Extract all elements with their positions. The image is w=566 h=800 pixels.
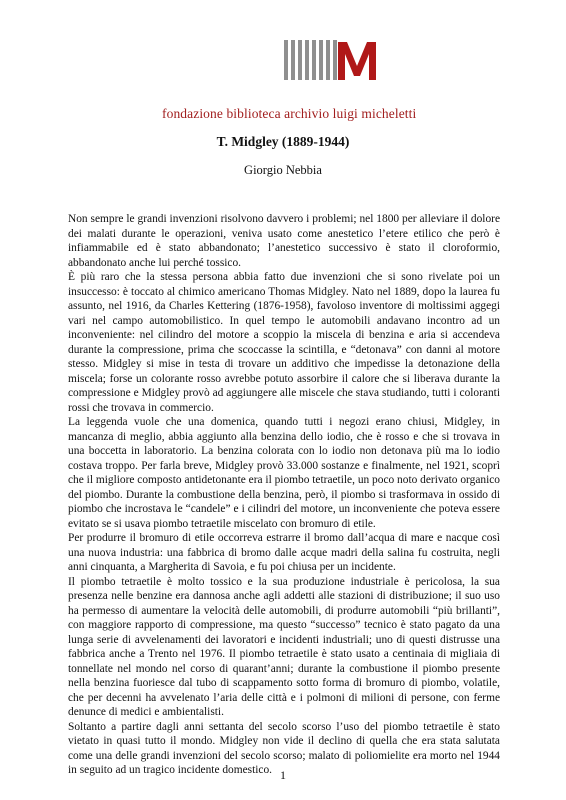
page-header [0, 40, 566, 122]
paragraph: Non sempre le grandi invenzioni risolvono davvero i problemi; nel 1800 per alleviare il dolore dei malati durante le operazioni, veniva usato come anestetico l’etere etilico che però è infiammabile ed è stato abbandonato; l’anestetico successivo è stato il cloroformio, abbandonato anche lui perché tossico. [68, 213, 500, 269]
document-author: Giorgio Nebbia [244, 163, 322, 177]
paragraph: È più raro che la stessa persona abbia fatto due invenzioni che si sono rivelate poi un insuccesso: è toccato al chimico americano Thomas Midgley. Nato nel 1889, dopo la laurea fu assunto, nel 1916, da Charles Kettering (1876-1958), favoloso inventore di moltissimi aggegi vari nel campo automobilistico. In quel tempo le automobili andavano incontro ad un inconveniente: nel cilindro del motore a scoppio la miscela di benzina e aria si accendeva durante la compressione, prima che scoccasse la scintilla, e “detonava” con danni al motore stesso. Midgley si mise in testa di trovare un additivo che impedisse la detonazione della miscela; forse un colorante rosso avrebbe potuto assorbire il calore che si liberava durante la compressione e Midgley provò ad aggiungere alle miscele che stava studiando, tutti i coloranti rossi che trovava in commercio. [68, 271, 500, 414]
paragraph: Per produrre il bromuro di etile occorreva estrarre il bromo dall’acqua di mare e nacque così una nuova industria: una fabbrica di bromo dalle acque madri della salina fu costruita, negli anni cinquanta, a Margherita di Savoia, e fu poi chiusa per un incidente. [68, 532, 500, 573]
page-number: 1 [280, 768, 286, 782]
article-body [68, 212, 500, 778]
foundation-name: fondazione biblioteca archivio luigi micheletti [162, 106, 417, 121]
paragraph: Soltanto a partire dagli anni settanta del secolo scorso l’uso del piombo tetraetile è stato vietato in quasi tutto il mondo. Midgley non vide il declino di quella che era stata salutata come una delle grandi invenzioni del secolo scorso; malato di poliomielite era morto nel 1944 in seguito ad un tragico incidente domestico. [68, 720, 500, 776]
paragraph: Il piombo tetraetile è molto tossico e la sua produzione industriale è pericolosa, la sua presenza nelle benzine era dannosa anche agli addetti alle stazioni di distribuzione; il suo uso ha permesso di aumentare la velocità delle automobili, di produrre automobili “più brillanti”, con maggiore rapporto di compressione, ma questo “successo” tecnico è stato pagato da una lunga serie di avvelenamenti dei lavoratori e incidenti industriali; uno di questi distrusse una fabbrica anche a Trento nel 1976. Il piombo tetraetile è stato usato a centinaia di migliaia di tonnellate nel mondo nel corso di quarant’anni; durante la combustione il piombo presente nella benzina fuoriesce dal tubo di scappamento sotto forma di bromuro di piombo, volatile, che per decenni ha avvelenato l’aria delle città e i polmoni di milioni di persone, con ferme denunce di medici e ambientalisti. [68, 575, 500, 718]
paragraph: La leggenda vuole che una domenica, quando tutti i negozi erano chiusi, Midgley, in mancanza di meglio, abbia aggiunto alla benzina dello iodio, che è rosso e che si trovava in una boccetta in laboratorio. La benzina colorata con lo iodio non detonava più ma lo iodio costava troppo. Per farla breve, Midgley provò 33.000 sostanze e finalmente, nel 1921, scoprì che il migliore composto antidetonante era il piombo tetraetile, un poco noto derivato organico del piombo. Durante la combustione della benzina, però, il piombo si trasformava in ossido di piombo che incrostava le “candele” e i cilindri del motore, un inconveniente che poteva essere evitato se si usava piombo tetraetile miscelato con bromuro di etile. [68, 416, 500, 530]
foundation-logo-icon [284, 40, 378, 80]
document-title: T. Midgley (1889-1944) [216, 134, 350, 149]
